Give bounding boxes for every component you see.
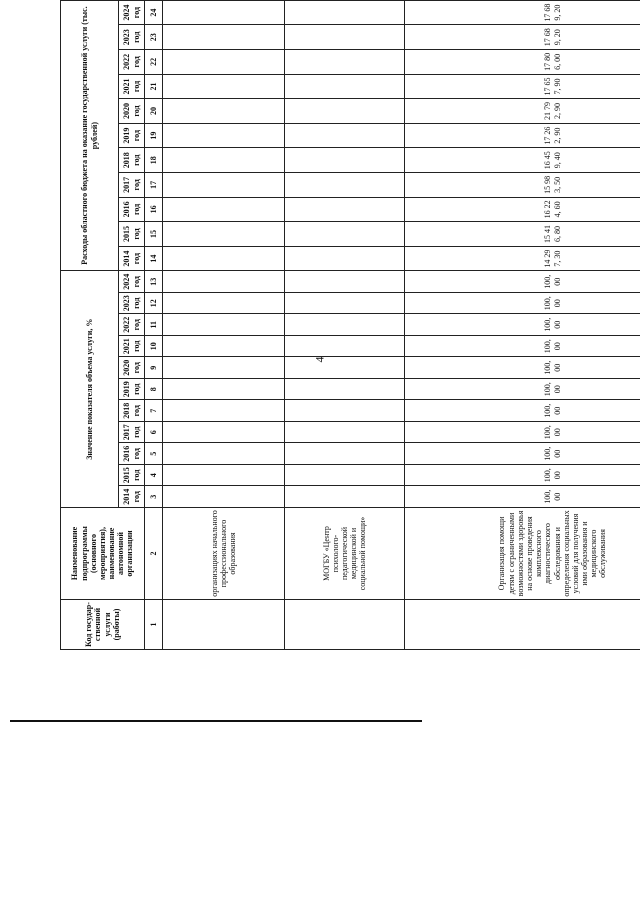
indicator-year-header: 2022 год bbox=[119, 314, 145, 336]
indicator-value-cell bbox=[285, 379, 405, 401]
indicator-group-header: Значение показателя объема услуги, % bbox=[61, 271, 119, 508]
column-number: 23 bbox=[145, 25, 163, 50]
budget-value-cell bbox=[285, 50, 405, 75]
budget-value-cell: 16 459, 40 bbox=[405, 148, 640, 173]
column-number: 10 bbox=[145, 336, 163, 358]
indicator-value-cell bbox=[285, 357, 405, 379]
budget-value-cell: 15 983, 50 bbox=[405, 173, 640, 198]
indicator-value-cell bbox=[163, 314, 285, 336]
budget-value-cell bbox=[163, 197, 285, 222]
column-number: 4 bbox=[145, 465, 163, 487]
column-number: 18 bbox=[145, 148, 163, 173]
budget-value-cell: 14 297, 30 bbox=[405, 246, 640, 271]
indicator-value-cell bbox=[285, 271, 405, 293]
indicator-value-cell bbox=[285, 443, 405, 465]
column-number: 20 bbox=[145, 99, 163, 124]
budget-value-cell: 17 806, 00 bbox=[405, 50, 640, 75]
indicator-value-cell bbox=[163, 443, 285, 465]
budget-value-cell bbox=[163, 222, 285, 247]
indicator-value-cell bbox=[285, 465, 405, 487]
budget-value-cell bbox=[163, 25, 285, 50]
budget-value-cell bbox=[285, 123, 405, 148]
indicator-year-header: 2021 год bbox=[119, 336, 145, 358]
budget-value-cell bbox=[285, 173, 405, 198]
column-number: 5 bbox=[145, 443, 163, 465]
table-row bbox=[285, 0, 405, 649]
indicator-value-cell bbox=[163, 293, 285, 315]
indicator-value-cell bbox=[285, 293, 405, 315]
column-number: 17 bbox=[145, 173, 163, 198]
column-number: 22 bbox=[145, 50, 163, 75]
column-number: 15 bbox=[145, 222, 163, 247]
table-row bbox=[405, 0, 640, 649]
indicator-value-cell: 100, 00 bbox=[405, 357, 640, 379]
budget-value-cell: 17 689, 20 bbox=[405, 25, 640, 50]
indicator-year-header: 2019 год bbox=[119, 379, 145, 401]
budget-value-cell: 17 689, 20 bbox=[405, 0, 640, 25]
footer-rule bbox=[10, 720, 422, 722]
indicator-value-cell bbox=[163, 486, 285, 508]
indicator-value-cell: 100, 00 bbox=[405, 293, 640, 315]
column-number: 2 bbox=[145, 508, 163, 600]
budget-value-cell bbox=[163, 173, 285, 198]
column-number: 3 bbox=[145, 486, 163, 508]
rotated-table-wrapper bbox=[60, 3, 640, 650]
service-code-cell bbox=[163, 600, 285, 650]
organization-name-cell: МОГБУ «Центр психолого-педагогической медицинской и социальной помощи» bbox=[285, 508, 405, 600]
budget-value-cell bbox=[163, 50, 285, 75]
indicator-value-cell bbox=[285, 422, 405, 444]
budget-year-header: 2015 год bbox=[119, 222, 145, 247]
column-number: 6 bbox=[145, 422, 163, 444]
indicator-value-cell: 100, 00 bbox=[405, 379, 640, 401]
budget-year-header: 2016 год bbox=[119, 197, 145, 222]
budget-year-header: 2020 год bbox=[119, 99, 145, 124]
budget-value-cell: 17 262, 90 bbox=[405, 123, 640, 148]
indicator-value-cell bbox=[163, 336, 285, 358]
indicator-value-cell bbox=[163, 357, 285, 379]
column-number: 1 bbox=[145, 600, 163, 650]
indicator-value-cell bbox=[163, 465, 285, 487]
budget-value-cell: 21 792, 90 bbox=[405, 99, 640, 124]
indicator-year-header: 2015 год bbox=[119, 465, 145, 487]
indicator-value-cell: 100, 00 bbox=[405, 422, 640, 444]
budget-value-cell bbox=[163, 74, 285, 99]
budget-value-cell bbox=[163, 148, 285, 173]
budget-value-cell bbox=[285, 197, 405, 222]
budget-value-cell bbox=[285, 0, 405, 25]
organization-name-cell: организациях начального профессионального образования bbox=[163, 508, 285, 600]
column-number: 8 bbox=[145, 379, 163, 401]
name-column-header: Наименование подпрограммы (основного мероприятия), наименование автономной организации bbox=[61, 508, 145, 600]
budget-year-header: 2017 год bbox=[119, 173, 145, 198]
indicator-value-cell: 100, 00 bbox=[405, 271, 640, 293]
column-number: 11 bbox=[145, 314, 163, 336]
indicator-value-cell: 100, 00 bbox=[405, 465, 640, 487]
indicator-year-header: 2024 год bbox=[119, 271, 145, 293]
organization-name-cell: Организация помощи детям с ограниченными возможностями здоровья на основе проведения комплексного диагностического обследования и определения социальных условий для получения ими образования и медицинского обслуживания bbox=[405, 508, 640, 600]
indicator-value-cell bbox=[163, 400, 285, 422]
budget-year-header: 2022 год bbox=[119, 50, 145, 75]
indicator-year-header: 2014 год bbox=[119, 486, 145, 508]
budget-value-cell bbox=[285, 148, 405, 173]
column-number: 16 bbox=[145, 197, 163, 222]
column-number: 21 bbox=[145, 74, 163, 99]
page-number: 4 bbox=[312, 356, 327, 363]
indicator-value-cell: 100, 00 bbox=[405, 400, 640, 422]
indicator-value-cell bbox=[285, 400, 405, 422]
column-number: 7 bbox=[145, 400, 163, 422]
budget-group-header: Расходы областного бюджета на оказание государственной услуги (тыс. рублей) bbox=[61, 0, 119, 271]
indicator-year-header: 2016 год bbox=[119, 443, 145, 465]
table-row bbox=[163, 0, 285, 649]
indicator-value-cell bbox=[285, 314, 405, 336]
budget-value-cell bbox=[285, 25, 405, 50]
budget-year-header: 2024 год bbox=[119, 0, 145, 25]
service-code-cell bbox=[285, 600, 405, 650]
indicator-year-header: 2020 год bbox=[119, 357, 145, 379]
column-number: 24 bbox=[145, 0, 163, 25]
budget-year-header: 2023 год bbox=[119, 25, 145, 50]
budget-value-cell bbox=[163, 123, 285, 148]
budget-year-header: 2014 год bbox=[119, 246, 145, 271]
indicator-value-cell: 100, 00 bbox=[405, 486, 640, 508]
budget-value-cell bbox=[163, 99, 285, 124]
indicator-year-header: 2018 год bbox=[119, 400, 145, 422]
column-number: 13 bbox=[145, 271, 163, 293]
indicator-value-cell bbox=[285, 486, 405, 508]
budget-value-cell bbox=[163, 246, 285, 271]
service-code-cell bbox=[405, 600, 640, 650]
indicator-year-header: 2023 год bbox=[119, 293, 145, 315]
budget-value-cell bbox=[285, 74, 405, 99]
indicator-year-header: 2017 год bbox=[119, 422, 145, 444]
indicator-value-cell bbox=[163, 422, 285, 444]
column-number: 12 bbox=[145, 293, 163, 315]
budget-year-header: 2018 год bbox=[119, 148, 145, 173]
column-number: 9 bbox=[145, 357, 163, 379]
budget-value-cell bbox=[285, 246, 405, 271]
budget-value-cell: 15 416, 80 bbox=[405, 222, 640, 247]
budget-value-cell: 16 224, 60 bbox=[405, 197, 640, 222]
indicator-value-cell: 100, 00 bbox=[405, 443, 640, 465]
budget-table bbox=[60, 0, 640, 650]
budget-value-cell bbox=[285, 99, 405, 124]
header-row bbox=[61, 0, 119, 649]
budget-value-cell bbox=[163, 0, 285, 25]
budget-year-header: 2019 год bbox=[119, 123, 145, 148]
budget-value-cell: 17 657, 90 bbox=[405, 74, 640, 99]
budget-value-cell bbox=[285, 222, 405, 247]
column-number-row bbox=[145, 0, 163, 649]
indicator-value-cell bbox=[285, 336, 405, 358]
indicator-value-cell bbox=[163, 271, 285, 293]
indicator-value-cell: 100, 00 bbox=[405, 314, 640, 336]
budget-year-header: 2021 год bbox=[119, 74, 145, 99]
indicator-value-cell bbox=[163, 379, 285, 401]
column-number: 19 bbox=[145, 123, 163, 148]
code-column-header: Код государ-ственной услуги (работы) bbox=[61, 600, 145, 650]
indicator-value-cell: 100, 00 bbox=[405, 336, 640, 358]
column-number: 14 bbox=[145, 246, 163, 271]
